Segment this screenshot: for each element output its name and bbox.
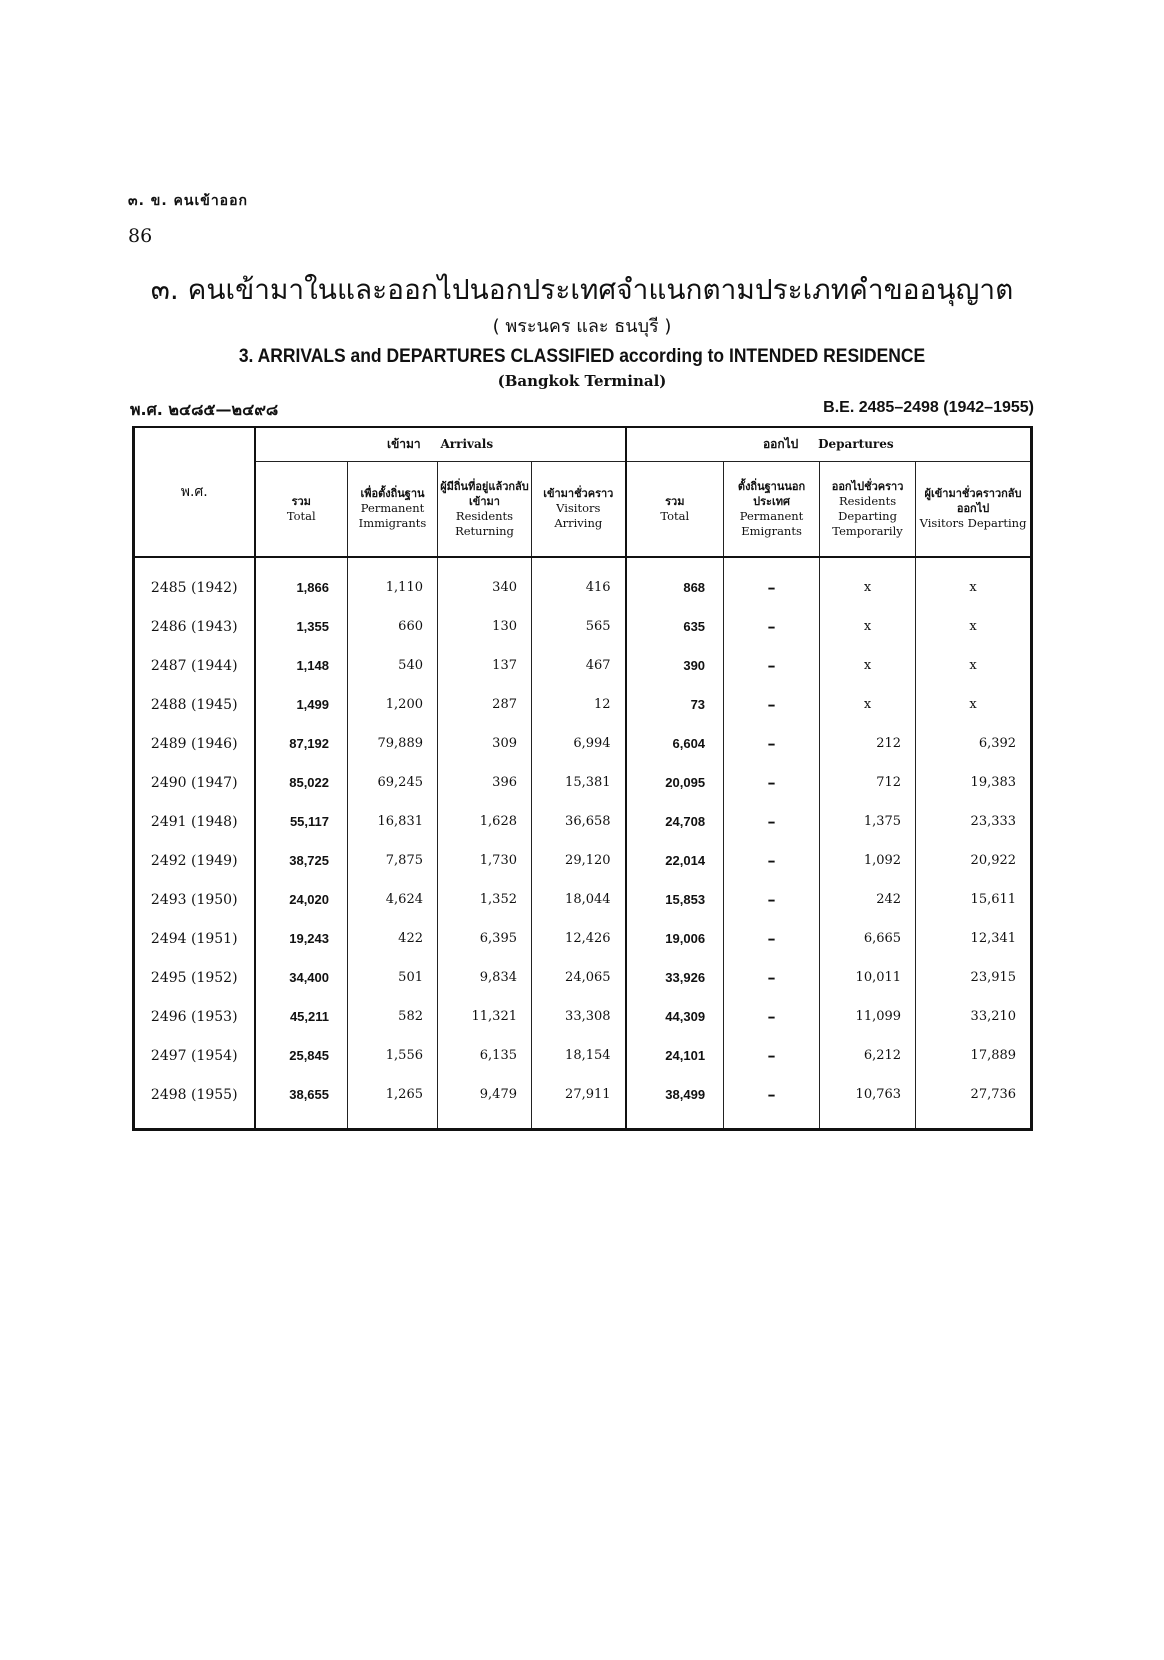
value-cell: – <box>724 724 820 763</box>
table-row <box>134 1036 1032 1075</box>
value-cell: 1,352 <box>438 880 532 919</box>
value-cell: – <box>724 1036 820 1075</box>
value-cell: – <box>724 685 820 724</box>
value-cell: 23,333 <box>916 802 1032 841</box>
year-cell: 2487 (1944) <box>150 657 238 674</box>
value-cell: 38,499 <box>626 1075 724 1130</box>
value-cell: 6,604 <box>626 724 724 763</box>
col-header-permanent-immigrants <box>348 461 438 557</box>
value-cell: 212 <box>820 724 916 763</box>
table-row <box>134 880 1032 919</box>
value-cell: 12,341 <box>916 919 1032 958</box>
year-cell: 2490 (1947) <box>150 774 238 791</box>
year-cell: 2488 (1945) <box>150 696 238 713</box>
value-cell: 309 <box>438 724 532 763</box>
value-cell: 6,212 <box>820 1036 916 1075</box>
subtitle-en: (Bangkok Terminal) <box>497 372 667 390</box>
col-en: Total <box>660 508 690 523</box>
value-cell: 17,889 <box>916 1036 1032 1075</box>
value-cell: 1,375 <box>820 802 916 841</box>
col-thai: ตั้งถิ่นฐานนอกประเทศ <box>737 479 806 508</box>
value-cell: 29,120 <box>532 841 626 880</box>
value-cell: 1,110 <box>348 557 438 607</box>
year-cell: 2498 (1955) <box>150 1086 238 1103</box>
col-thai: ผู้เข้ามาชั่วคราวกลับออกไป <box>924 487 1022 516</box>
col-header-departures-total <box>626 461 724 557</box>
value-cell: 55,117 <box>255 802 348 841</box>
col-en: Visitors Departing <box>919 516 1027 531</box>
table-row <box>134 763 1032 802</box>
value-cell: – <box>724 997 820 1036</box>
value-cell: – <box>724 607 820 646</box>
value-cell: 6,395 <box>438 919 532 958</box>
col-thai: ผู้มีถิ่นที่อยู่แล้วกลับเข้ามา <box>440 479 529 508</box>
year-cell: 2491 (1948) <box>150 813 238 830</box>
departures-en: Departures <box>818 436 894 451</box>
value-cell: 540 <box>348 646 438 685</box>
value-cell: 1,499 <box>255 685 348 724</box>
value-cell: 4,624 <box>348 880 438 919</box>
year-cell: 2489 (1946) <box>150 735 238 752</box>
value-cell: 1,092 <box>820 841 916 880</box>
value-cell: 69,245 <box>348 763 438 802</box>
value-cell: 11,321 <box>438 997 532 1036</box>
value-cell: 1,148 <box>255 646 348 685</box>
value-cell: – <box>724 919 820 958</box>
arrivals-departures-table <box>132 426 1033 1131</box>
value-cell: – <box>724 880 820 919</box>
value-cell: 79,889 <box>348 724 438 763</box>
col-header-residents-departing <box>820 461 916 557</box>
value-cell: 19,383 <box>916 763 1032 802</box>
value-cell: x <box>820 557 916 607</box>
col-en: Visitors Arriving <box>554 501 603 531</box>
value-cell: x <box>820 607 916 646</box>
table-row <box>134 685 1032 724</box>
value-cell: 7,875 <box>348 841 438 880</box>
year-cell: 2493 (1950) <box>150 891 238 908</box>
value-cell: 24,020 <box>255 880 348 919</box>
value-cell: 12,426 <box>532 919 626 958</box>
value-cell: 33,926 <box>626 958 724 997</box>
title-en: 3. ARRIVALS and DEPARTURES CLASSIFIED according to INTENDED RESIDENCE <box>238 346 926 367</box>
page-number: 86 <box>128 225 153 247</box>
value-cell: 33,308 <box>532 997 626 1036</box>
arrivals-thai: เข้ามา <box>386 436 421 451</box>
value-cell: 1,355 <box>255 607 348 646</box>
value-cell: 27,736 <box>916 1075 1032 1130</box>
value-cell: 34,400 <box>255 958 348 997</box>
value-cell: 19,243 <box>255 919 348 958</box>
value-cell: 38,655 <box>255 1075 348 1130</box>
value-cell: 1,200 <box>348 685 438 724</box>
value-cell: 1,265 <box>348 1075 438 1130</box>
value-cell: 85,022 <box>255 763 348 802</box>
table-row <box>134 607 1032 646</box>
year-cell: 2492 (1949) <box>150 852 238 869</box>
value-cell: 23,915 <box>916 958 1032 997</box>
value-cell: 390 <box>626 646 724 685</box>
value-cell: – <box>724 763 820 802</box>
value-cell: x <box>916 685 1032 724</box>
value-cell: 242 <box>820 880 916 919</box>
value-cell: 11,099 <box>820 997 916 1036</box>
table-row <box>134 557 1032 607</box>
year-cell: 2496 (1953) <box>150 1008 238 1025</box>
col-en: Total <box>286 508 316 523</box>
col-en: Permanent Immigrants <box>358 501 427 531</box>
arrivals-en: Arrivals <box>440 436 494 451</box>
year-cell: 2486 (1943) <box>150 618 238 635</box>
value-cell: x <box>820 685 916 724</box>
value-cell: 24,065 <box>532 958 626 997</box>
value-cell: 340 <box>438 557 532 607</box>
value-cell: 20,922 <box>916 841 1032 880</box>
value-cell: 18,044 <box>532 880 626 919</box>
value-cell: x <box>820 646 916 685</box>
col-en: Permanent Emigrants <box>739 508 804 538</box>
value-cell: 24,708 <box>626 802 724 841</box>
table-row <box>134 1075 1032 1130</box>
col-en: Residents Departing Temporarily <box>832 493 903 538</box>
title-thai: ๓. คนเข้ามาในและออกไปนอกประเทศจำแนกตามประเภทคำขออนุญาต <box>150 273 1014 306</box>
period-thai: พ.ศ. ๒๔๘๕—๒๔๙๘ <box>130 400 279 419</box>
value-cell: 6,392 <box>916 724 1032 763</box>
value-cell: 20,095 <box>626 763 724 802</box>
table-row <box>134 958 1032 997</box>
year-cell: 2495 (1952) <box>150 969 238 986</box>
value-cell: 1,556 <box>348 1036 438 1075</box>
value-cell: 6,665 <box>820 919 916 958</box>
departures-thai: ออกไป <box>762 436 799 451</box>
value-cell: 467 <box>532 646 626 685</box>
value-cell: 712 <box>820 763 916 802</box>
value-cell: 660 <box>348 607 438 646</box>
table-row <box>134 997 1032 1036</box>
value-cell: 868 <box>626 557 724 607</box>
period-be: B.E. 2485–2498 (1942–1955) <box>823 399 1034 416</box>
value-cell: 6,994 <box>532 724 626 763</box>
value-cell: 130 <box>438 607 532 646</box>
value-cell: x <box>916 607 1032 646</box>
value-cell: – <box>724 802 820 841</box>
table-row <box>134 841 1032 880</box>
value-cell: – <box>724 646 820 685</box>
value-cell: 582 <box>348 997 438 1036</box>
col-thai: ออกไปชั่วคราว <box>831 479 904 493</box>
value-cell: 27,911 <box>532 1075 626 1130</box>
col-header-residents-returning <box>438 461 532 557</box>
value-cell: – <box>724 841 820 880</box>
value-cell: 501 <box>348 958 438 997</box>
year-cell: 2485 (1942) <box>150 579 238 596</box>
year-cell: 2494 (1951) <box>150 930 238 947</box>
value-cell: 25,845 <box>255 1036 348 1075</box>
col-thai: รวม <box>665 494 685 508</box>
value-cell: 6,135 <box>438 1036 532 1075</box>
value-cell: 422 <box>348 919 438 958</box>
value-cell: – <box>724 958 820 997</box>
value-cell: 33,210 <box>916 997 1032 1036</box>
value-cell: 15,611 <box>916 880 1032 919</box>
col-header-visitors-departing <box>916 461 1032 557</box>
value-cell: 10,763 <box>820 1075 916 1130</box>
col-en: Residents Returning <box>455 508 514 538</box>
value-cell: 416 <box>532 557 626 607</box>
value-cell: 36,658 <box>532 802 626 841</box>
table-row <box>134 802 1032 841</box>
value-cell: – <box>724 1075 820 1130</box>
col-header-permanent-emigrants <box>724 461 820 557</box>
value-cell: 18,154 <box>532 1036 626 1075</box>
value-cell: 10,011 <box>820 958 916 997</box>
col-header-arrivals-total <box>255 461 348 557</box>
value-cell: – <box>724 557 820 607</box>
table-row <box>134 646 1032 685</box>
value-cell: 15,381 <box>532 763 626 802</box>
year-column-header: พ.ศ. <box>134 427 255 557</box>
value-cell: 9,834 <box>438 958 532 997</box>
subtitle-thai: ( พระนคร และ ธนบุรี ) <box>492 316 672 337</box>
table-body <box>134 557 1032 1130</box>
year-cell: 2497 (1954) <box>150 1047 238 1064</box>
value-cell: 1,628 <box>438 802 532 841</box>
value-cell: 38,725 <box>255 841 348 880</box>
value-cell: 12 <box>532 685 626 724</box>
value-cell: 565 <box>532 607 626 646</box>
value-cell: 1,866 <box>255 557 348 607</box>
value-cell: 19,006 <box>626 919 724 958</box>
col-thai: รวม <box>291 494 311 508</box>
value-cell: 15,853 <box>626 880 724 919</box>
departures-group-header <box>626 427 1032 461</box>
arrivals-group-header <box>255 427 626 461</box>
running-head: ๓. ข. คนเข้าออก <box>128 193 248 209</box>
value-cell: 87,192 <box>255 724 348 763</box>
value-cell: 45,211 <box>255 997 348 1036</box>
value-cell: 287 <box>438 685 532 724</box>
col-thai: เพื่อตั้งถิ่นฐาน <box>360 487 425 501</box>
col-thai: เข้ามาชั่วคราว <box>543 487 614 501</box>
value-cell: x <box>916 646 1032 685</box>
value-cell: 635 <box>626 607 724 646</box>
table-row <box>134 724 1032 763</box>
value-cell: 44,309 <box>626 997 724 1036</box>
value-cell: 22,014 <box>626 841 724 880</box>
value-cell: 73 <box>626 685 724 724</box>
value-cell: 137 <box>438 646 532 685</box>
col-header-visitors-arriving <box>532 461 626 557</box>
table-row <box>134 919 1032 958</box>
value-cell: 9,479 <box>438 1075 532 1130</box>
value-cell: 16,831 <box>348 802 438 841</box>
value-cell: 24,101 <box>626 1036 724 1075</box>
value-cell: 396 <box>438 763 532 802</box>
value-cell: x <box>916 557 1032 607</box>
value-cell: 1,730 <box>438 841 532 880</box>
